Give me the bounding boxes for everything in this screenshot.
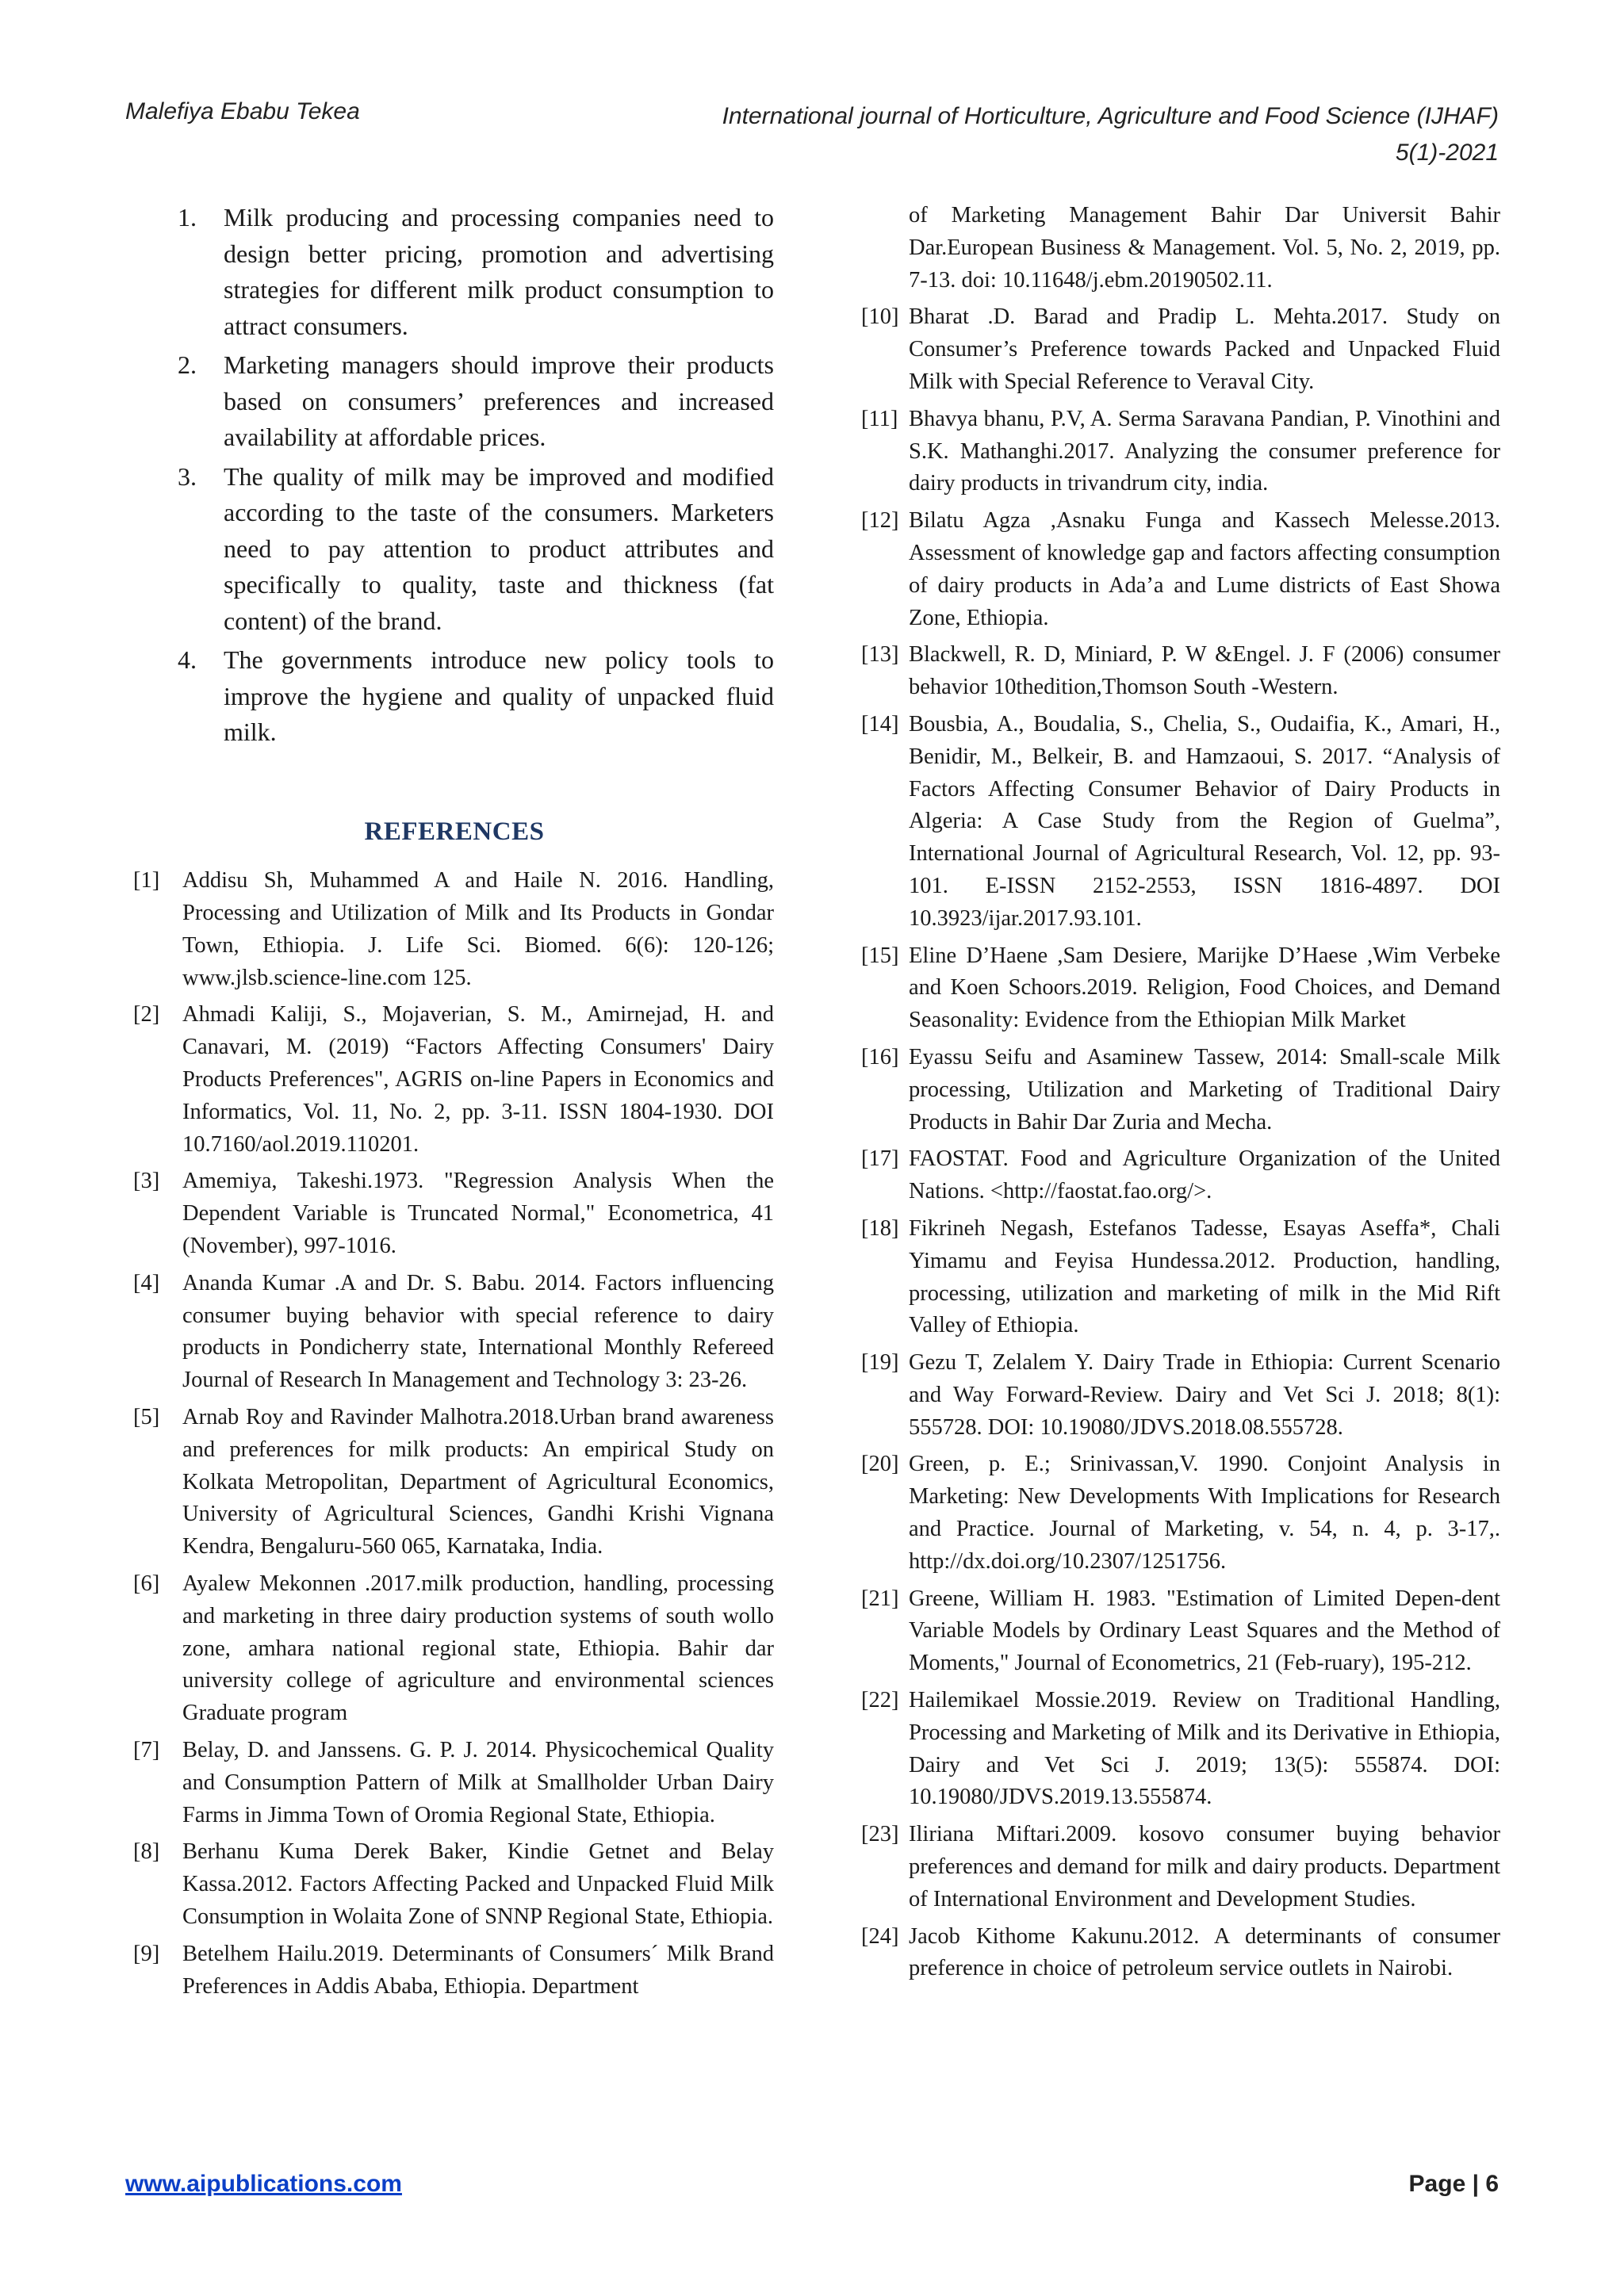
- reference-text: of Marketing Management Bahir Dar Universit Bahir Dar.European Business & Management. Vol. 5, No. 2, 2019, pp. 7-13. doi: 10.11648/j.ebm.20190502.11.: [909, 203, 1500, 293]
- reference-item: [861, 940, 1500, 1037]
- reference-text: Addisu Sh, Muhammed A and Haile N. 2016. Handling, Processing and Utilization of Milk and Its Products in Gondar Town, Ethiopia. J. Life Sci. Biomed. 6(6): 120-126; www.jlsb.science-line.com 125.: [182, 868, 774, 990]
- left-column: [135, 200, 774, 2007]
- reference-text: Ayalew Mekonnen .2017.milk production, handling, processing and marketing in three dairy production systems of south wollo zone, amhara national regional state, Ethiopia. Bahir dar university college of agriculture and environmental sciences Graduate program: [182, 1571, 774, 1726]
- reference-item: [133, 1268, 774, 1397]
- recommendations-list: [135, 200, 774, 751]
- reference-item: [861, 404, 1500, 500]
- reference-item: [861, 301, 1500, 398]
- reference-number: [10]: [861, 304, 899, 330]
- reference-text: Iliriana Miftari.2009. kosovo consumer buying behavior preferences and demand for milk and dairy products. Department of International Environment and Development Studies.: [909, 1822, 1500, 1911]
- reference-number: [16]: [861, 1044, 899, 1070]
- list-number: 1.: [178, 203, 197, 232]
- reference-text: Amemiya, Takeshi.1973. "Regression Analysis When the Dependent Variable is Truncated Normal," Econometrica, 41 (November), 997-1016.: [182, 1169, 774, 1259]
- reference-item: [133, 865, 774, 994]
- right-column: [861, 200, 1500, 1990]
- reference-text: Ananda Kumar .A and Dr. S. Babu. 2014. Factors influencing consumer buying behavior with special reference to dairy products in Pondicherry state, International Monthly Refereed Journal of Research In Management and Technology 3: 23-26.: [182, 1270, 774, 1393]
- list-text: The quality of milk may be improved and modified according to the taste of the consumers. Marketers need to pay attention to product attributes and specifically to quality, taste and thickness (fat content) of the brand.: [224, 461, 774, 635]
- publisher-link[interactable]: www.aipublications.com: [125, 2171, 402, 2197]
- list-text: The governments introduce new policy tools to improve the hygiene and quality of unpacked fluid milk.: [224, 645, 774, 746]
- reference-item: [133, 1568, 774, 1730]
- reference-text: FAOSTAT. Food and Agriculture Organization of the United Nations. <http://faostat.fao.org/>.: [909, 1146, 1500, 1204]
- reference-number: [3]: [133, 1169, 160, 1194]
- reference-item: [133, 1938, 774, 2003]
- reference-item: [861, 1685, 1500, 1814]
- reference-text: Bharat .D. Barad and Pradip L. Mehta.2017. Study on Consumer’s Preference towards Packed and Unpacked Fluid Milk with Special Reference to Veraval City.: [909, 304, 1500, 394]
- reference-text: Jacob Kithome Kakunu.2012. A determinants of consumer preference in choice of petroleum service outlets in Nairobi.: [909, 1923, 1500, 1981]
- reference-number: [2]: [133, 1002, 160, 1027]
- reference-item: [133, 999, 774, 1161]
- reference-text: Bousbia, A., Boudalia, S., Chelia, S., Oudaifia, K., Amari, H., Benidir, M., Belkeir, B. and Hamzaoui, S. 2017. “Analysis of Factors Affecting Consumer Behavior of Dairy Products in Algeria: A Case Study from the Region of Guelma”, International Journal of Agricultural Research, Vol. 12, pp. 93-101. E-ISSN 2152-2553, ISSN 1816-4897. DOI 10.3923/ijar.2017.93.101.: [909, 711, 1500, 931]
- reference-number: [8]: [133, 1839, 160, 1865]
- reference-number: [14]: [861, 711, 899, 737]
- reference-text: Belay, D. and Janssens. G. P. J. 2014. Physicochemical Quality and Consumption Pattern of Milk at Smallholder Urban Dairy Farms in Jimma Town of Oromia Regional State, Ethiopia.: [182, 1738, 774, 1827]
- reference-item: [861, 1347, 1500, 1444]
- reference-text: Green, p. E.; Srinivassan,V. 1990. Conjoint Analysis in Marketing: New Developments With Implications for Research and Practice. Journal of Marketing, v. 54, n. 4, p. 3-17,. http://dx.doi.org/10.2307/1251756.: [909, 1452, 1500, 1574]
- list-number: 4.: [178, 645, 197, 674]
- reference-number: [21]: [861, 1586, 899, 1611]
- list-text: Marketing managers should improve their products based on consumers’ preferences and increased availability at affordable prices.: [224, 350, 774, 451]
- reference-text: Berhanu Kuma Derek Baker, Kindie Getnet and Belay Kassa.2012. Factors Affecting Packed and Unpacked Fluid Milk Consumption in Wolaita Zone of SNNP Regional State, Ethiopia.: [182, 1839, 774, 1929]
- reference-item: [861, 1213, 1500, 1342]
- reference-text: Eline D’Haene ,Sam Desiere, Marijke D’Haese ,Wim Verbeke and Koen Schoors.2019. Religion, Food Choices, and Demand Seasonality: Evidence from the Ethiopian Milk Market: [909, 943, 1500, 1033]
- reference-item: [861, 639, 1500, 704]
- reference-item: [133, 1165, 774, 1262]
- reference-text: Ahmadi Kaliji, S., Mojaverian, S. M., Amirnejad, H. and Canavari, M. (2019) “Factors Affecting Consumers' Dairy Products Preferences", AGRIS on-line Papers in Economics and Informatics, Vol. 11, No. 2, pp. 3-11. ISSN 1804-1930. DOI 10.7160/aol.2019.110201.: [182, 1002, 774, 1157]
- reference-number: [12]: [861, 508, 899, 534]
- reference-number: [23]: [861, 1822, 899, 1847]
- list-item: [135, 459, 774, 640]
- header-journal-volume: 5(1)-2021: [1395, 140, 1499, 166]
- reference-item: [133, 1402, 774, 1563]
- reference-number: [15]: [861, 943, 899, 968]
- reference-item: [861, 1819, 1500, 1915]
- reference-number: [1]: [133, 868, 160, 894]
- reference-text: Greene, William H. 1983. "Estimation of Limited Depen-dent Variable Models by Ordinary Least Squares and the Method of Moments," Journal of Econometrics, 21 (Feb-ruary), 195-212.: [909, 1586, 1500, 1676]
- reference-number: [7]: [133, 1738, 160, 1763]
- list-number: 3.: [178, 461, 197, 491]
- reference-number: [18]: [861, 1215, 899, 1241]
- reference-number: [11]: [861, 406, 898, 431]
- list-item: [135, 642, 774, 751]
- reference-text: Gezu T, Zelalem Y. Dairy Trade in Ethiopia: Current Scenario and Way Forward-Review. Dairy and Vet Sci J. 2018; 8(1): 555728. DOI: 10.19080/JDVS.2018.08.555728.: [909, 1350, 1500, 1440]
- reference-number: [9]: [133, 1941, 160, 1966]
- list-text: Milk producing and processing companies need to design better pricing, promotion and advertising strategies for different milk product consumption to attract consumers.: [224, 203, 774, 340]
- reference-text: Arnab Roy and Ravinder Malhotra.2018.Urban brand awareness and preferences for milk products: An empirical Study on Kolkata Metropolitan, Department of Agricultural Economics, University of Agricultural Sciences, Gandhi Krishi Vignana Kendra, Bengaluru-560 065, Karnataka, India.: [182, 1405, 774, 1559]
- reference-number: [19]: [861, 1350, 899, 1376]
- reference-item: [133, 1836, 774, 1933]
- reference-number: [24]: [861, 1923, 899, 1949]
- reference-text: Fikrineh Negash, Estefanos Tadesse, Esayas Aseffa*, Chali Yimamu and Feyisa Hundessa.2012. Production, handling, processing, utilization and marketing of milk in the Mid Rift Valley of Ethiopia.: [909, 1215, 1500, 1338]
- list-item: [135, 200, 774, 344]
- references-heading: REFERENCES: [364, 817, 545, 846]
- reference-text: Hailemikael Mossie.2019. Review on Traditional Handling, Processing and Marketing of Milk and its Derivative in Ethiopia, Dairy and Vet Sci J. 2019; 13(5): 555874. DOI: 10.19080/JDVS.2019.13.555874.: [909, 1688, 1500, 1810]
- header-author: Malefiya Ebabu Tekea: [125, 98, 360, 124]
- reference-number: [22]: [861, 1688, 899, 1713]
- reference-item: [861, 1583, 1500, 1680]
- reference-item: [861, 1448, 1500, 1578]
- page-number: Page | 6: [1408, 2171, 1499, 2197]
- reference-number: [17]: [861, 1146, 899, 1172]
- header-journal-title: International journal of Horticulture, Agriculture and Food Science (IJHAF): [722, 103, 1499, 129]
- reference-item: [133, 1735, 774, 1831]
- reference-text: Blackwell, R. D, Miniard, P. W &Engel. J. F (2006) consumer behavior 10thedition,Thomson South -Western.: [909, 642, 1500, 700]
- reference-number: [13]: [861, 642, 899, 668]
- reference-item: [861, 709, 1500, 936]
- reference-text: Eyassu Seifu and Asaminew Tassew, 2014: Small-scale Milk processing, Utilization and Marketing of Traditional Dairy Products in Bahir Dar Zuria and Mecha.: [909, 1044, 1500, 1135]
- reference-number: [20]: [861, 1452, 899, 1477]
- header-journal: [722, 98, 1499, 171]
- list-item: [135, 347, 774, 456]
- reference-text: Betelhem Hailu.2019. Determinants of Consumers´ Milk Brand Preferences in Addis Ababa, Ethiopia. Department: [182, 1941, 774, 1999]
- reference-item: [861, 1921, 1500, 1986]
- reference-item: [861, 1042, 1500, 1138]
- reference-number: [4]: [133, 1270, 160, 1295]
- reference-item: [861, 1143, 1500, 1208]
- list-number: 2.: [178, 350, 197, 379]
- reference-continuation: [861, 200, 1500, 297]
- reference-number: [5]: [133, 1405, 160, 1430]
- reference-item: [861, 505, 1500, 634]
- reference-text: Bhavya bhanu, P.V, A. Serma Saravana Pandian, P. Vinothini and S.K. Mathanghi.2017. Analyzing the consumer preference for dairy products in trivandrum city, india.: [909, 406, 1500, 496]
- reference-text: Bilatu Agza ,Asnaku Funga and Kassech Melesse.2013. Assessment of knowledge gap and factors affecting consumption of dairy products in Ada’a and Lume districts of East Showa Zone, Ethiopia.: [909, 508, 1500, 630]
- reference-number: [6]: [133, 1571, 160, 1597]
